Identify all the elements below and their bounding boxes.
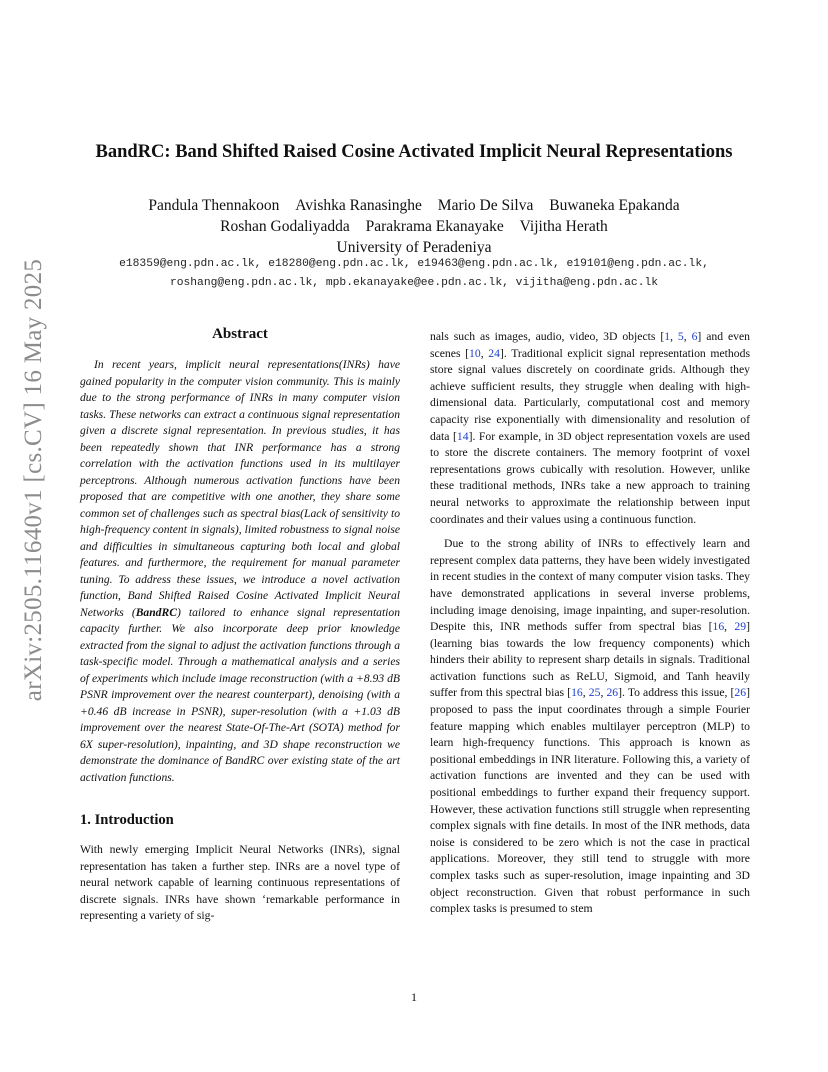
citation-link[interactable]: 16 bbox=[571, 686, 583, 700]
abstract-heading: Abstract bbox=[212, 326, 268, 342]
author-name: Buwaneka Epakanda bbox=[549, 197, 680, 214]
intro-paragraph bbox=[430, 536, 750, 918]
citation-sep: , bbox=[480, 346, 489, 360]
email-line-1: e18359@eng.pdn.ac.lk, e18280@eng.pdn.ac.lk, e19463@eng.pdn.ac.lk, e19101@eng.pdn.ac.lk, bbox=[119, 258, 709, 270]
citation-link[interactable]: 14 bbox=[456, 429, 469, 443]
citation-sep: , bbox=[670, 330, 678, 343]
author-name: Avishka Ranasinghe bbox=[295, 197, 422, 214]
citation-sep: , bbox=[600, 686, 607, 700]
arxiv-identifier-text: arXiv:2505.11640v1 [cs.CV] 16 May 2025 bbox=[20, 258, 47, 702]
citation-link[interactable]: 6 bbox=[691, 330, 698, 343]
author-name: Vijitha Herath bbox=[519, 218, 608, 235]
paper-title: BandRC: Band Shifted Raised Cosine Activated Implicit Neural Representations bbox=[95, 142, 733, 162]
paragraph-text: ]. To address this issue, [ bbox=[618, 686, 735, 700]
citation-link[interactable]: 26 bbox=[606, 686, 619, 700]
citation-link[interactable]: 1 bbox=[664, 330, 671, 343]
paragraph-text: ]. Traditional explicit signal representation methods store signal values discretely on coordinate grids. Although they achieve sufficient results, they struggle when dealing with high-dimensional data. Particularly, computational cost and memory capacity rise exponentially with dimensionality and resolution of data [ bbox=[430, 346, 751, 443]
paragraph-text: ] proposed to pass the input coordinates through a simple Fourier feature mapping which enables multilayer perceptron (MLP) to learn high-frequency functions. This approach is known as positional embeddings in INR literature. Following this, a variety of activation functions are invented and they can be used with positional embeddings to further expand their frequency support. However, these activation functions still struggle when representing complex signals with fine details. In most of the INR methods, data noise is considered to be zero which is not the case in practical applications. Moreover, they still tend to struggle with more complex tasks such as super-resolution, image inpainting and 3D object reconstruction. Given that robust performance in such complex tasks is presumed to stem bbox=[430, 686, 750, 916]
paragraph-text: ] and even scenes [ bbox=[430, 330, 751, 360]
author-name: Pandula Thennakoon bbox=[148, 197, 280, 214]
author-name: Parakrama Ekanayake bbox=[365, 218, 504, 235]
author-name: Mario De Silva bbox=[437, 197, 534, 214]
arxiv-identifier bbox=[14, 258, 54, 702]
email-line-2: roshang@eng.pdn.ac.lk, mpb.ekanayake@ee.pdn.ac.lk, vijitha@eng.pdn.ac.lk bbox=[169, 277, 659, 289]
citation-link[interactable]: 10 bbox=[469, 346, 481, 360]
email-block bbox=[60, 255, 768, 293]
paragraph-text: Due to the strong ability of INRs to effectively learn and represent complex data patterns, they have been widely investigated in recent studies in the context of many computer vision tasks. They have demonstrated applications in several inverse problems, including image denoising, image inpainting, and super-resolution. Despite this, INR methods suffer from spectral bias [ bbox=[430, 537, 750, 634]
section-heading-introduction: 1. Introduction bbox=[80, 812, 174, 828]
author-block bbox=[60, 195, 768, 258]
citation-link[interactable]: 25 bbox=[588, 686, 601, 700]
intro-paragraph bbox=[430, 329, 750, 528]
author-line-2 bbox=[60, 216, 768, 237]
citation-sep: , bbox=[683, 330, 692, 343]
citation-link[interactable]: 5 bbox=[677, 330, 684, 343]
citation-link[interactable]: 26 bbox=[734, 686, 747, 700]
right-column bbox=[430, 329, 750, 918]
left-column bbox=[80, 326, 400, 925]
page-number: 1 bbox=[411, 990, 417, 1004]
author-line-1 bbox=[60, 195, 768, 216]
author-name: Roshan Godaliyadda bbox=[220, 218, 350, 235]
citation-link[interactable]: 16 bbox=[712, 620, 725, 634]
affiliation: University of Peradeniya bbox=[336, 239, 492, 256]
abstract-text-part: In recent years, implicit neural representations(INRs) have gained popularity in the computer vision community. This is mainly due to the strong performance of INRs in many computer vision tasks. These networks can extract a continuous signal representation given a discrete signal representation. In previous studies, it has been repeatedly shown that INR performance has a strong correlation with the activation functions used in its multilayer perceptrons. Although numerous activation functions have been proposed that are competitive with one another, they share some common set of challenges such as spectral bias(Lack of sensitivity to high-frequency content in signals), limited robustness to signal noise and difficulties in simultaneous capturing both local and global features. and furthermore, the requirement for manual parameter tuning. To address these issues, we introduce a novel activation function, Band Shifted Raised Cosine Activated Implicit Neural Networks ( bbox=[80, 358, 400, 619]
paragraph-text: nals such as images, audio, video, 3D objects [ bbox=[430, 330, 665, 343]
citation-sep: , bbox=[582, 686, 589, 700]
paragraph-text: ] (learning bias towards the low frequency components) which hinders their ability to represent sharp details in signals. Traditional activation functions such as ReLU, Sigmoid, and Tanh heavily suffer from this spectral bias [ bbox=[430, 620, 750, 700]
abstract-text-part: ) tailored to enhance signal representation capacity further. We also incorporate deep prior knowledge extracted from the signal to adjust the activation functions through a task-specific model. Through a mathematical analysis and a series of experiments which include image reconstruction (with a +8.93 dB PSNR improvement over the nearest counterpart), denoising (with a +0.46 dB increase in PSNR), super-resolution (with a +1.03 dB improvement over the nearest State-Of-The-Art (SOTA) method for 6X super-resolution), inpainting, and 3D shape reconstruction we demonstrate the dominance of BandRC over existing state of the art activation functions. bbox=[80, 605, 400, 784]
citation-link[interactable]: 24 bbox=[488, 346, 500, 360]
citation-sep: , bbox=[724, 620, 735, 634]
intro-paragraph: With newly emerging Implicit Neural Networks (INRs), signal representation has taken a further step. INRs are a novel type of neural network capable of learning continuous representations of discrete signals. INRs have shown ‘remarkable performance in representing a variety of sig- bbox=[80, 843, 400, 923]
abstract-text bbox=[80, 357, 400, 786]
paragraph-text: ]. For example, in 3D object representation voxels are used to store the discrete containers. The memory footprint of voxel representations grows cubically with resolution. However, unlike these traditional methods, INRs take a new approach to training neural networks to approximate the relationship between input coordinates and their values using a continuous function. bbox=[430, 429, 750, 526]
abstract-method-name: BandRC bbox=[135, 605, 177, 619]
citation-link[interactable]: 29 bbox=[734, 620, 747, 634]
